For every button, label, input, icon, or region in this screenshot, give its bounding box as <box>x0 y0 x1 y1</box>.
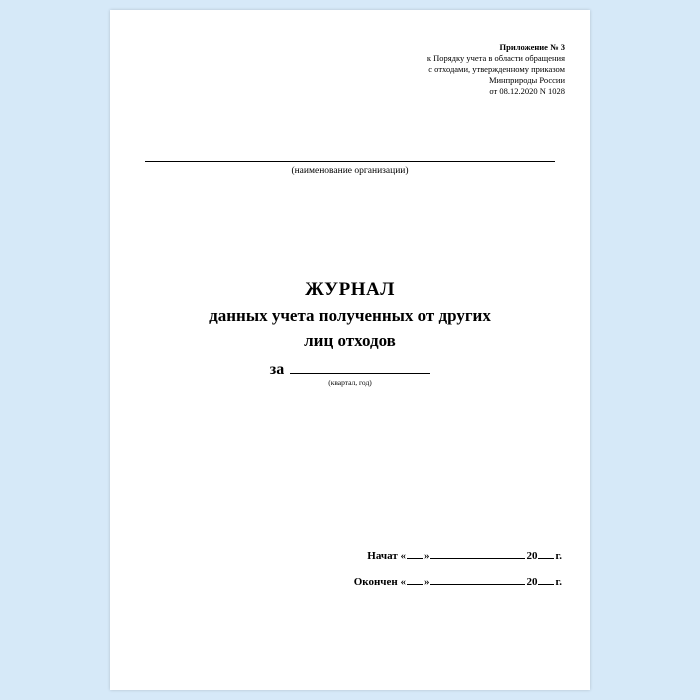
document-footer <box>262 548 562 600</box>
appendix-line-4: Минприроды России <box>488 75 565 85</box>
organization-blank-line <box>145 160 555 162</box>
organization-caption: (наименование организации) <box>291 166 409 176</box>
started-year-suffix: г. <box>555 550 562 562</box>
finished-label: Окончен « <box>353 576 406 588</box>
finished-month-blank <box>430 574 525 585</box>
appendix-line-3: с отходами, утвержденному приказом <box>428 64 565 74</box>
finished-label-end: » <box>423 576 430 588</box>
started-label-end: » <box>423 550 430 562</box>
appendix-header <box>305 42 565 97</box>
period-row <box>140 358 560 379</box>
appendix-line-2: к Порядку учета в области обращения <box>426 53 565 63</box>
page-title: ЖУРНАЛ <box>305 279 395 300</box>
started-year-blank <box>538 548 554 559</box>
started-label: Начат « <box>367 550 406 562</box>
finished-year-suffix: г. <box>555 576 562 588</box>
finished-row <box>262 574 562 588</box>
started-year: 20 <box>526 550 538 562</box>
finished-year: 20 <box>526 576 538 588</box>
page-subtitle-line-1: данных учета полученных от других <box>209 306 491 325</box>
finished-year-blank <box>538 574 554 585</box>
period-blank <box>290 358 430 374</box>
started-day-blank <box>407 548 423 559</box>
period-caption: (квартал, год) <box>328 378 372 387</box>
started-month-blank <box>430 548 525 559</box>
finished-day-blank <box>407 574 423 585</box>
document-title-block <box>140 278 560 352</box>
document-sheet <box>110 10 590 690</box>
period-label: за <box>269 361 285 378</box>
started-row <box>262 548 562 562</box>
appendix-line-1: Приложение № 3 <box>499 42 565 52</box>
page-subtitle-line-2: лиц отходов <box>304 331 396 350</box>
appendix-line-5: от 08.12.2020 N 1028 <box>489 86 565 96</box>
